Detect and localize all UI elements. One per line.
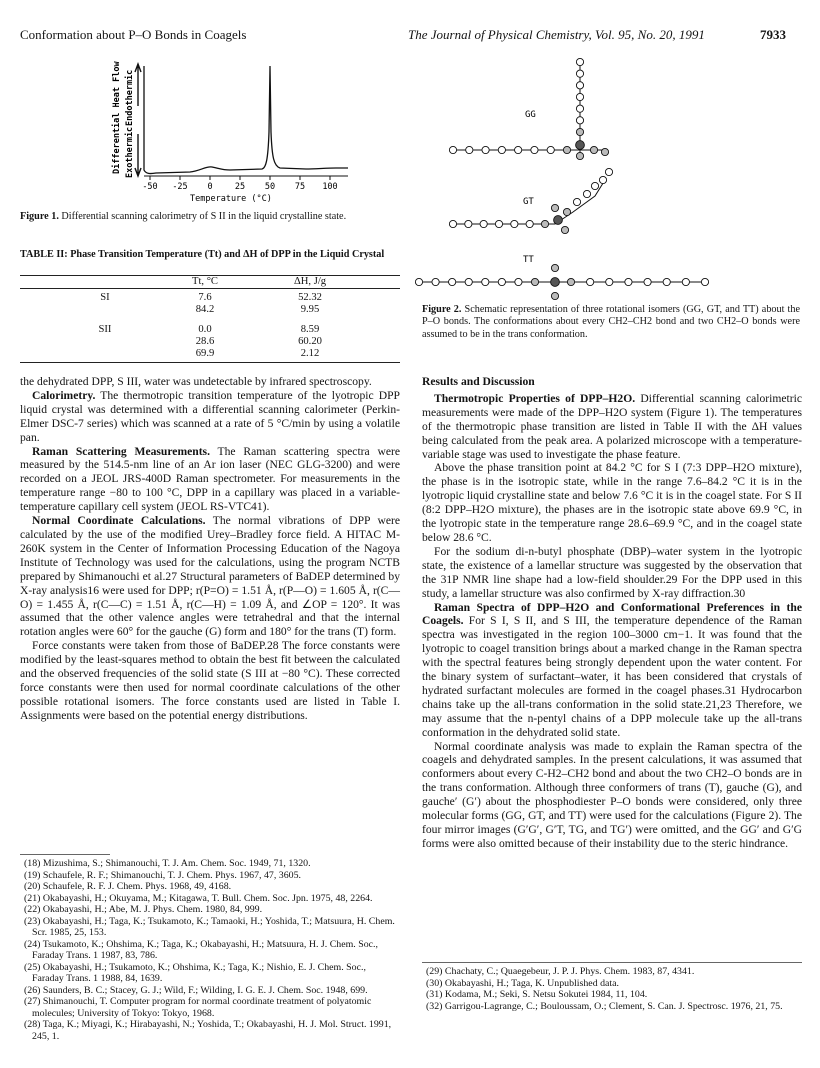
carbon-atom [576, 58, 583, 65]
carbon-atom [576, 70, 583, 77]
ylabel-differential-heat-flow: Differential Heat Flow [112, 61, 122, 174]
x-tick-label: 50 [264, 182, 276, 192]
table-bottom-rule [20, 362, 400, 363]
oxygen-atom [551, 204, 558, 211]
page-number: 7933 [760, 27, 786, 42]
oxygen-atom [541, 220, 548, 227]
carbon-atom [682, 278, 689, 285]
x-axis-ticks [142, 176, 337, 192]
table-2 [60, 276, 360, 360]
references-right [426, 966, 802, 1012]
x-tick-label: 25 [234, 182, 246, 192]
reference-entry: (32) Garrigou-Lagrange, C.; Bouloussam, O.; Clement, S. Can. J. Spectrosc. 1976, 21, 75. [426, 1000, 783, 1012]
left-column-text [20, 375, 400, 723]
paragraph-dbp: For the sodium di-n-butyl phosphate (DBP)–water system in the lyotropic state, the existence of a lamellar structure was suggested by the observation that the 31P NMR line shape had a low-field shoulder.29 For the DPP used in this study, a lamellar structure was also confirmed by X-ray diffraction.30 [422, 544, 802, 600]
carbon-atom [449, 146, 456, 153]
endo-arrow [135, 64, 141, 106]
isomer-gt [449, 168, 612, 233]
label-gt: GT [523, 197, 534, 207]
carbon-atom [576, 93, 583, 100]
paragraph-phase-transition: Above the phase transition point at 84.2 °C for S I (7:3 DPP–H2O mixture), the phase is in the isotropic state, while in the range 7.6–84.2 °C it is in the lyotropic liquid crystalline state and below 7.6 °C it is in the coagel state. For S II (8:2 DPP–H2O mixture), the phases are in the isotropic state above 69.9 °C, in the lyotropic state in the temperature range 28.6–69.9 °C, and in the coagel state below 28.6 °C. [422, 461, 802, 544]
carbon-atom [480, 220, 487, 227]
figure-2-caption [422, 304, 800, 341]
figure-1 [70, 52, 370, 210]
reference-entry: (27) Shimanouchi, T. Computer program for normal coordinate treatment of polyatomic molecules; University of Tokyo: Tokyo, 1968. [24, 996, 372, 1019]
dsc-curve [144, 66, 348, 174]
heading-raman-spectra: Raman Spectra of DPP–H2O and Conformational Preferences in the Coagels. [422, 600, 802, 628]
carbon-atom [576, 105, 583, 112]
oxygen-atom [576, 128, 583, 135]
carbon-atom [432, 278, 439, 285]
oxygen-atom [551, 292, 558, 299]
figure-2 [405, 52, 725, 302]
right-column-text [422, 375, 802, 851]
isomer-gg [449, 58, 608, 159]
text-normal-coordinate: The normal vibrations of DPP were calculated by the use of the modified Urey–Bradley force field. A HITAC M-260K system in the Center of Information Processing Education of the Nagoya Institute of Technology was used for the calculations, using the program NCTB prepared by Shimanouchi et al.27 Structural parameters of BaDEP determined by X-ray analysis16 were used for DPP; r(P=O) = 1.51 Å, r(P—O) = 1.605 Å, r(C—O) = 1.455 Å, r(C—C) = 1.51 Å, r(C—H) = 1.09 Å, and ∠OP = 120°. It was assumed that the other valence angles were tetrahedral and that the internal rotation angles were 60° for the gauche (G) form and 180° for the trans (T) form. [20, 514, 400, 639]
oxygen-atom [563, 146, 570, 153]
reference-entry: (22) Okabayashi, H.; Abe, M. J. Phys. Chem. 1980, 84, 999. [24, 904, 263, 915]
table-cell: 84.2 [195, 304, 215, 315]
reference-entry: (31) Kodama, M.; Seki, S. Netsu Sokutei 1984, 11, 104. [426, 989, 648, 1000]
footnote-rule-right [422, 962, 802, 963]
reference-entry: (29) Chachaty, C.; Quaegebeur, J. P. J. Phys. Chem. 1983, 87, 4341. [426, 966, 695, 977]
paragraph-normal-coordinate-analysis: Normal coordinate analysis was made to explain the Raman spectra of the coagels and dehydrated samples. In the present calculations, it was assumed that conformers about every C-H2–CH2 bond and about the two CH2–O bonds are in the trans conformation. Although three conformers of trans (T), gauche (G), and gauche′ (G′) about the phosphodiester P–O bonds were considered, only three molecular forms (GG, GT, and TT) were used for the calculations (Figure 2). The four mirror images (G′G′, G′T, TG, and TG′) were omitted, and the GG′ and G′G forms were also omitted because of their instability due to the steric hindrance. [422, 739, 802, 850]
reference-entry: (24) Tsukamoto, K.; Ohshima, K.; Taga, K.; Okabayashi, H.; Matsuura, H. J. Chem. Soc., Faraday Trans. 1 1987, 83, 786. [24, 938, 378, 961]
carbon-atom [606, 278, 613, 285]
text-raman-spectra: For S I, S II, and S III, the temperature dependence of the Raman spectra was investigated in the region 100–3000 cm−1. It was found that the lyotropic to coagel transition brings about a marked change in the Raman spectra with the spectral features being strongly dependent upon the water content. For the binary system of surfactant–water, it has been considered that crystals of hydrated surfactant molecules are formed in the coagel phases.31 Hydrocarbon chains take up the all-trans conformation in the solid state.21,23 Therefore, we may assume that the n-pentyl chains of a DPP molecule take up the all-trans conformation in the dehydrated solid state. [422, 614, 802, 739]
table-header-cell: ΔH, J/g [293, 276, 327, 287]
references-left [24, 858, 400, 1042]
carbon-atom [515, 278, 522, 285]
reference-entry: (19) Schaufele, R. F.; Shimanouchi, T. J. Chem. Phys. 1967, 47, 3605. [24, 869, 301, 881]
table-cell [60, 348, 150, 360]
reference-entry: (25) Okabayashi, H.; Tsukamoto, K.; Ohshima, K.; Taga, K.; Nishio, E. J. Chem. Soc., Faraday Trans. 1 1988, 84, 1639. [24, 961, 366, 984]
phosphorus-atom [551, 278, 560, 287]
table-row [60, 336, 360, 348]
carbon-atom [466, 146, 473, 153]
table-cell: 2.12 [300, 348, 320, 359]
oxygen-atom [590, 146, 597, 153]
label-gg: GG [525, 110, 536, 120]
heading-thermotropic: Thermotropic Properties of DPP–H2O. [434, 391, 636, 405]
running-header-title: Conformation about P–O Bonds in Coagels [20, 27, 247, 42]
carbon-atom [587, 278, 594, 285]
paragraph-raman [20, 445, 400, 515]
carbon-atom [449, 278, 456, 285]
x-tick-label: -25 [172, 182, 188, 192]
carbon-atom [547, 146, 554, 153]
paragraph-force-constants: Force constants were taken from those of BaDEP.28 The force constants were modified by the least-squares method to obtain the best fit between the calculated and the observed frequencies of the solid state (S III at −80 °C). These corrected force constants were then used for normal coordinate calculations of the other possible rotational isomers. The force constants used are listed in Table I. Assignments were based on the potential energy distributions. [20, 639, 400, 722]
carbon-atom [591, 182, 598, 189]
carbon-atom [465, 220, 472, 227]
ylabel-exothermic: Exothermic [125, 126, 135, 178]
table-cell: 60.20 [298, 336, 322, 347]
phosphorus-atom [554, 216, 563, 225]
journal-citation: The Journal of Physical Chemistry, Vol. 95, No. 20, 1991 [408, 27, 705, 42]
carbon-atom [605, 168, 612, 175]
oxygen-atom [561, 226, 568, 233]
heading-raman: Raman Scattering Measurements. [32, 444, 210, 458]
carbon-atom [498, 146, 505, 153]
table-cell: 69.9 [195, 348, 215, 359]
oxygen-atom [601, 148, 608, 155]
oxygen-atom [567, 278, 574, 285]
figure-2-caption-text: Schematic representation of three rotational isomers (GG, GT, and TT) about the P–O bonds. The conformations about every CH2–CH2 bond and two CH2–O bonds were assumed to be in the trans conformation. [422, 304, 800, 340]
exo-arrow [135, 134, 141, 176]
carbon-atom [625, 278, 632, 285]
figure-1-caption-text: Differential scanning calorimetry of S II in the liquid crystalline state. [58, 211, 347, 222]
reference-entry: (26) Saunders, B. C.; Stacey, G. J.; Wild, F.; Wilding, I. G. E. J. Chem. Soc. 1948, 699. [24, 984, 368, 996]
oxygen-atom [563, 208, 570, 215]
heading-calorimetry: Calorimetry. [32, 388, 96, 402]
table-row [60, 316, 360, 336]
carbon-atom [583, 190, 590, 197]
heading-normal-coordinate: Normal Coordinate Calculations. [32, 514, 206, 528]
table-cell [60, 336, 150, 348]
x-tick-label: -50 [142, 182, 158, 192]
carbon-atom [495, 220, 502, 227]
paragraph-normal-coordinate [20, 514, 400, 639]
dsc-thermogram [70, 52, 370, 210]
table-row [60, 304, 360, 316]
isomer-tt [415, 255, 708, 300]
carbon-atom [511, 220, 518, 227]
carbon-atom [576, 82, 583, 89]
text-thermotropic: Differential scanning calorimetric measurements were made of the DPP–H2O system (Figure 1). The temperatures of the thermotropic phase transition are listed in Table II with the ΔH values being calculated from the peak area. A polarized microscope with a temperature-variable stage was used to investigate the phase feature. [422, 391, 802, 461]
carbon-atom [482, 278, 489, 285]
table-cell: 9.95 [300, 304, 320, 315]
figure-1-caption-label: Figure 1. [20, 211, 59, 222]
reference-entry: (21) Okabayashi, H.; Okuyama, M.; Kitagawa, T. Bull. Chem. Soc. Jpn. 1975, 48, 2264. [24, 892, 373, 904]
oxygen-atom [576, 152, 583, 159]
oxygen-atom [551, 264, 558, 271]
reference-entry: (18) Mizushima, S.; Shimanouchi, T. J. Am. Chem. Soc. 1949, 71, 1320. [24, 858, 311, 869]
table-2-title: TABLE II: Phase Transition Temperature (Tt) and ΔH of DPP in the Liquid Crystal [20, 249, 385, 260]
table-cell: SI [100, 292, 110, 303]
x-tick-label: 0 [207, 182, 213, 192]
reference-entry: (28) Taga, K.; Miyagi, K.; Hirabayashi, N.; Yoshida, T.; Okabayashi, H. J. Mol. Struct. 1991, 245, 1. [24, 1019, 392, 1042]
paragraph-calorimetry [20, 389, 400, 445]
table-cell: 0.0 [198, 324, 212, 335]
carbon-atom [498, 278, 505, 285]
section-heading: Results and Discussion [422, 375, 535, 388]
reference-entry: (20) Schaufele, R. F. J. Chem. Phys. 1968, 49, 4168. [24, 881, 232, 892]
carbon-atom [526, 220, 533, 227]
figure-2-caption-label: Figure 2. [422, 304, 462, 315]
table-cell: SII [98, 324, 112, 335]
carbon-atom [644, 278, 651, 285]
paragraph-intro: the dehydrated DPP, S III, water was undetectable by infrared spectroscopy. [20, 375, 372, 388]
table-cell: 8.59 [300, 324, 320, 335]
table-row [60, 288, 360, 304]
table-cell: 7.6 [198, 292, 212, 303]
text-calorimetry: The thermotropic transition temperature of the lyotropic DPP liquid crystal was determined with a differential scanning calorimeter (Perkin-Elmer DSC-7 series) which was scanned at a rate of 5 °C/min by using a volatile pan. [20, 388, 400, 444]
carbon-atom [465, 278, 472, 285]
label-tt: TT [523, 255, 534, 265]
carbon-atom [599, 176, 606, 183]
rotational-isomer-schematic [405, 52, 725, 302]
carbon-atom [531, 146, 538, 153]
carbon-atom [515, 146, 522, 153]
text-raman: The Raman scattering spectra were measured by the 514.5-nm line of an Ar ion laser (NEC GLG-3200) and were recorded on a JEOL JRS-400D Raman spectrometer. For measurements in the temperature range −80 to 100 °C, DPP in a capillary was placed in a variable-temperature capillary cell system (JEOL RS-VTC41). [20, 444, 400, 514]
table-header-row [60, 276, 360, 288]
carbon-atom [576, 117, 583, 124]
table-cell [60, 304, 150, 316]
footnote-rule-left [20, 854, 110, 855]
phosphorus-atom [576, 141, 585, 150]
paragraph-raman-spectra [422, 601, 802, 740]
carbon-atom [573, 198, 580, 205]
table-cell: 52.32 [298, 292, 322, 303]
paragraph-thermotropic [422, 392, 802, 462]
table-header-cell: Tt, °C [191, 276, 218, 287]
x-tick-label: 100 [322, 182, 338, 192]
x-axis-label: Temperature (°C) [190, 194, 272, 204]
carbon-atom [663, 278, 670, 285]
carbon-atom [701, 278, 708, 285]
carbon-atom [449, 220, 456, 227]
x-tick-label: 75 [294, 182, 306, 192]
table-header-cell [60, 276, 150, 288]
table-cell: 28.6 [195, 336, 215, 347]
figure-1-caption [20, 211, 395, 223]
reference-entry: (30) Okabayashi, H.; Taga, K. Unpublished data. [426, 977, 620, 989]
reference-entry: (23) Okabayashi, H.; Taga, K.; Tsukamoto, K.; Tamaoki, H.; Yoshida, T.; Matsuura, H. Chem. Scr. 1985, 25, 153. [24, 915, 395, 938]
carbon-atom [482, 146, 489, 153]
ylabel-endothermic: Endothermic [125, 69, 135, 126]
carbon-atom [415, 278, 422, 285]
oxygen-atom [531, 278, 538, 285]
table-row [60, 348, 360, 360]
